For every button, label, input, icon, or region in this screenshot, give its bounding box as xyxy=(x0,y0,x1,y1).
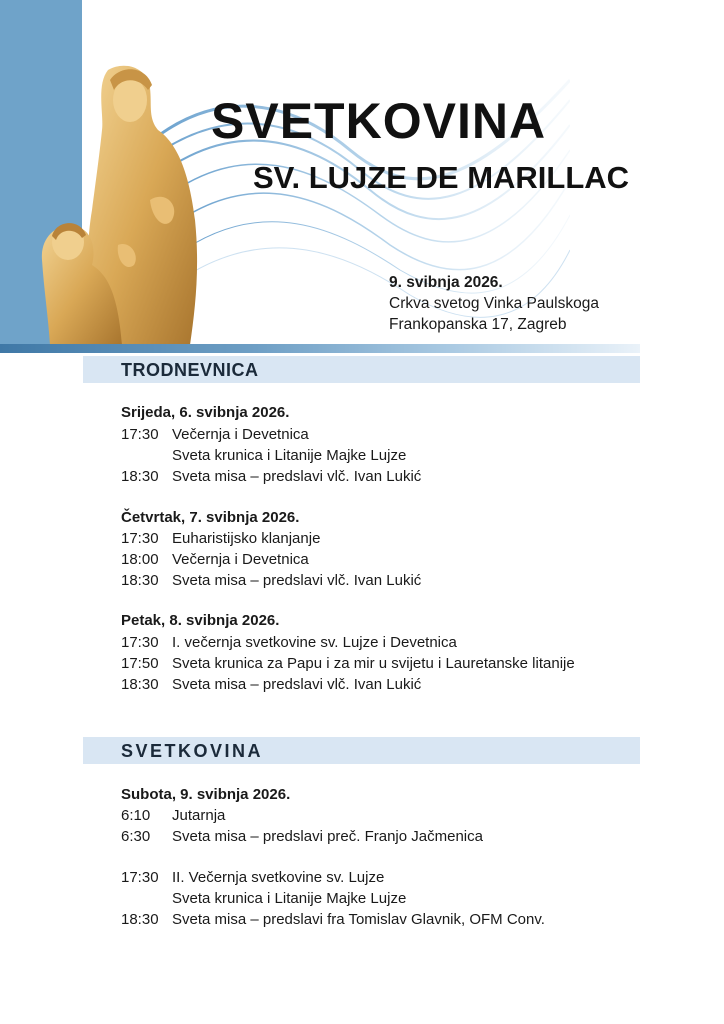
schedule-text: I. večernja svetkovine sv. Lujze i Devetnica xyxy=(172,634,457,651)
event-info xyxy=(389,272,599,335)
schedule-time: 17:30 xyxy=(121,869,159,886)
schedule-row xyxy=(121,572,421,593)
schedule-text: Sveta krunica za Papu i za mir u svijetu i Lauretanske litanije xyxy=(172,655,575,672)
schedule-text: Jutarnja xyxy=(172,807,226,824)
schedule-time: 17:50 xyxy=(121,655,159,672)
schedule-text: Sveta misa – predslavi preč. Franjo Jačmenica xyxy=(172,828,483,845)
statue-illustration xyxy=(30,60,220,350)
schedule-text: Sveta misa – predslavi vlč. Ivan Lukić xyxy=(172,572,422,589)
schedule-text: Večernja i Devetnica xyxy=(172,551,309,568)
schedule-row xyxy=(121,551,309,572)
schedule-row xyxy=(121,911,545,932)
schedule-row xyxy=(121,468,421,489)
day-label: Subota, 9. svibnja 2026. xyxy=(121,786,291,803)
schedule-text: Euharistijsko klanjanje xyxy=(172,530,321,547)
schedule-row xyxy=(121,676,421,697)
schedule-text: Sveta krunica i Litanije Majke Lujze xyxy=(172,447,407,464)
schedule-text: Sveta misa – predslavi vlč. Ivan Lukić xyxy=(172,468,422,485)
section-heading-bar xyxy=(83,737,640,764)
event-place: Crkva svetog Vinka Paulskoga xyxy=(389,295,599,312)
page-subtitle: SV. LUJZE DE MARILLAC xyxy=(253,160,630,195)
section-heading-bar xyxy=(83,356,640,383)
schedule-row xyxy=(121,447,406,468)
day-label: Srijeda, 6. svibnja 2026. xyxy=(121,404,290,421)
schedule-row xyxy=(121,426,309,447)
schedule-time: 18:30 xyxy=(121,572,159,589)
schedule-text: Sveta krunica i Litanije Majke Lujze xyxy=(172,890,407,907)
schedule-time: 18:30 xyxy=(121,911,159,928)
schedule-time: 17:30 xyxy=(121,634,159,651)
schedule-time: 6:10 xyxy=(121,807,151,824)
header-bottom-stripe xyxy=(0,344,640,353)
schedule-time: 6:30 xyxy=(121,828,151,845)
event-address: Frankopanska 17, Zagreb xyxy=(389,316,567,333)
schedule-row xyxy=(121,530,320,551)
schedule-row xyxy=(121,655,575,676)
schedule-text: II. Večernja svetkovine sv. Lujze xyxy=(172,869,385,886)
schedule-time: 18:30 xyxy=(121,676,159,693)
event-date: 9. svibnja 2026. xyxy=(389,274,503,291)
schedule-time: 18:30 xyxy=(121,468,159,485)
schedule-row xyxy=(121,869,384,890)
schedule-text: Sveta misa – predslavi fra Tomislav Glavnik, OFM Conv. xyxy=(172,911,545,928)
section-heading: TRODNEVNICA xyxy=(121,360,259,380)
schedule-row xyxy=(121,634,457,655)
schedule-row xyxy=(121,807,225,828)
schedule-time: 17:30 xyxy=(121,530,159,547)
schedule-time: 18:00 xyxy=(121,551,159,568)
page-title: SVETKOVINA xyxy=(211,93,547,149)
day-label: Petak, 8. svibnja 2026. xyxy=(121,612,280,629)
schedule-row xyxy=(121,890,406,911)
schedule-text: Večernja i Devetnica xyxy=(172,426,309,443)
schedule-time: 17:30 xyxy=(121,426,159,443)
schedule-row xyxy=(121,828,483,849)
section-heading: SVETKOVINA xyxy=(121,741,264,761)
day-label: Četvrtak, 7. svibnja 2026. xyxy=(121,509,300,526)
schedule-text: Sveta misa – predslavi vlč. Ivan Lukić xyxy=(172,676,422,693)
